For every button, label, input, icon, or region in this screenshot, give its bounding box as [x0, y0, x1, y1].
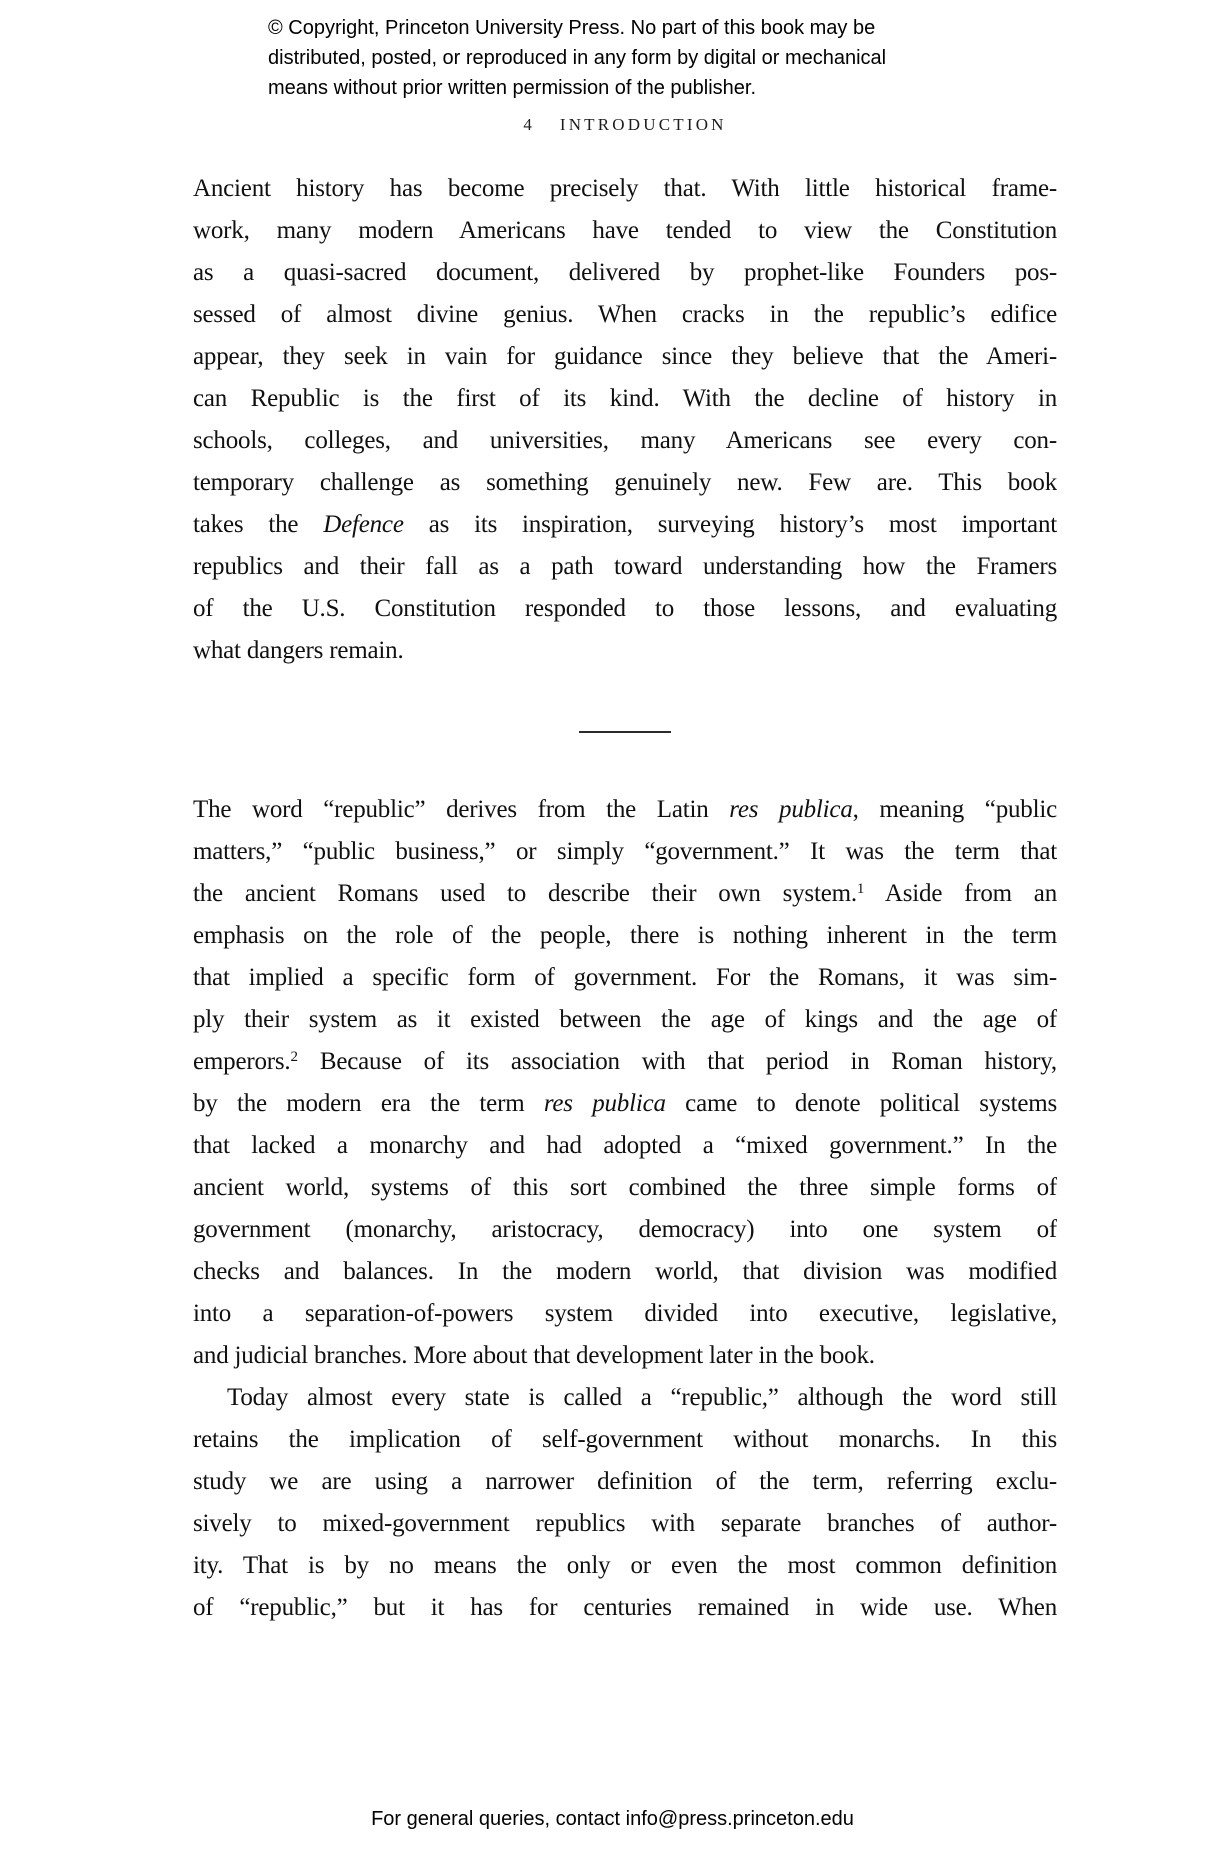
text-segment: schools, colleges, and universities, many Americans see every con-	[193, 427, 1057, 454]
copyright-line: distributed, posted, or reproduced in any form by digital or mechanical	[268, 47, 887, 69]
text-segment: res publica	[543, 1090, 666, 1117]
text-line	[193, 588, 1057, 630]
text-line	[193, 294, 1057, 336]
text-segment: what dangers remain.	[193, 637, 404, 664]
text-segment: republics and their fall as a path toward understanding how the Framers	[193, 553, 1057, 580]
text-line	[193, 915, 1057, 957]
page-body	[193, 168, 1057, 1629]
text-line	[193, 1587, 1057, 1629]
text-line	[193, 1041, 1057, 1083]
text-segment: government (monarchy, aristocracy, democracy) into one system of	[193, 1216, 1057, 1243]
text-segment: ity. That is by no means the only or even the most common definition	[193, 1552, 1057, 1579]
text-segment: that lacked a monarchy and had adopted a “mixed government.” In the	[193, 1132, 1057, 1159]
text-segment: ancient world, systems of this sort combined the three simple forms of	[193, 1174, 1057, 1201]
text-segment: study we are using a narrower definition of the term, referring exclu-	[193, 1468, 1057, 1495]
text-line	[193, 1125, 1057, 1167]
paragraph-1	[193, 168, 1057, 672]
text-segment: takes the	[193, 511, 324, 538]
copyright-line: © Copyright, Princeton University Press. No part of this book may be	[268, 17, 876, 39]
paragraph-2	[193, 789, 1057, 1377]
text-segment: into a separation-of-powers system divided into executive, legislative,	[193, 1300, 1057, 1327]
text-line	[193, 1545, 1057, 1587]
text-line	[193, 1335, 1057, 1377]
footer-contact-line: For general queries, contact info@press.princeton.edu	[371, 1808, 854, 1830]
text-line	[193, 1251, 1057, 1293]
section-divider-rule	[579, 731, 671, 733]
text-segment: as a quasi-sacred document, delivered by prophet-like Founders pos-	[193, 259, 1057, 286]
text-segment: , meaning “public	[852, 796, 1057, 823]
text-segment: res publica	[729, 796, 853, 823]
copyright-line: means without prior written permission of the publisher.	[268, 77, 757, 99]
text-line	[193, 252, 1057, 294]
text-segment: work, many modern Americans have tended to view the Constitution	[193, 217, 1057, 244]
text-line	[193, 1377, 1057, 1419]
text-segment: ply their system as it existed between the age of kings and the age of	[193, 1006, 1057, 1033]
text-line	[193, 336, 1057, 378]
text-segment: as its inspiration, surveying history’s most important	[403, 511, 1057, 538]
text-segment: appear, they seek in vain for guidance since they believe that the Ameri-	[193, 343, 1057, 370]
copyright-notice	[268, 13, 886, 103]
text-segment: emphasis on the role of the people, there is nothing inherent in the term	[193, 922, 1057, 949]
text-segment: Defence	[323, 511, 404, 538]
text-segment: can Republic is the first of its kind. With the decline of history in	[193, 385, 1057, 412]
text-segment: temporary challenge as something genuinely new. Few are. This book	[193, 469, 1057, 496]
text-line	[193, 1503, 1057, 1545]
text-line	[193, 1461, 1057, 1503]
text-line	[193, 1083, 1057, 1125]
text-line	[193, 831, 1057, 873]
text-segment: Ancient history has become precisely that. With little historical frame-	[193, 175, 1057, 202]
text-segment: retains the implication of self-government without monarchs. In this	[193, 1426, 1057, 1453]
text-segment: checks and balances. In the modern world, that division was modified	[193, 1258, 1057, 1285]
page-number: 4	[523, 115, 534, 134]
text-segment: matters,” “public business,” or simply “government.” It was the term that	[193, 838, 1057, 865]
text-segment: and judicial branches. More about that development later in the book.	[193, 1342, 875, 1369]
text-line	[193, 1419, 1057, 1461]
text-segment: emperors.	[193, 1048, 291, 1075]
text-line	[193, 957, 1057, 999]
text-line	[193, 546, 1057, 588]
text-line	[193, 420, 1057, 462]
text-line	[193, 1293, 1057, 1335]
text-line	[193, 504, 1057, 546]
text-segment: sessed of almost divine genius. When cracks in the republic’s edifice	[193, 301, 1057, 328]
text-segment: by the modern era the term	[193, 1090, 544, 1117]
text-line	[193, 630, 1057, 672]
running-head	[193, 115, 1057, 135]
text-line	[193, 789, 1057, 831]
text-segment: came to denote political systems	[665, 1090, 1057, 1117]
text-line	[193, 378, 1057, 420]
paragraph-3	[193, 1377, 1057, 1629]
text-segment: Aside from an	[864, 880, 1057, 907]
text-line	[193, 168, 1057, 210]
text-segment: Because of its association with that period in Roman history,	[297, 1048, 1057, 1075]
text-segment: that implied a specific form of government. For the Romans, it was sim-	[193, 964, 1057, 991]
text-segment: of the U.S. Constitution responded to those lessons, and evaluating	[193, 595, 1057, 622]
text-line	[193, 462, 1057, 504]
text-segment: sively to mixed-government republics with separate branches of author-	[193, 1510, 1057, 1537]
text-line	[193, 210, 1057, 252]
text-line	[193, 999, 1057, 1041]
running-head-title: INTRODUCTION	[559, 115, 727, 134]
text-segment: the ancient Romans used to describe their own system.	[193, 880, 857, 907]
text-segment: of “republic,” but it has for centuries remained in wide use. When	[193, 1594, 1057, 1621]
footnote-marker: 1	[856, 880, 865, 897]
text-line	[193, 873, 1057, 915]
text-segment: The word “republic” derives from the Latin	[193, 796, 730, 823]
text-line	[193, 1209, 1057, 1251]
text-line	[193, 1167, 1057, 1209]
footnote-marker: 2	[290, 1048, 298, 1065]
text-segment: Today almost every state is called a “republic,” although the word still	[227, 1384, 1057, 1411]
